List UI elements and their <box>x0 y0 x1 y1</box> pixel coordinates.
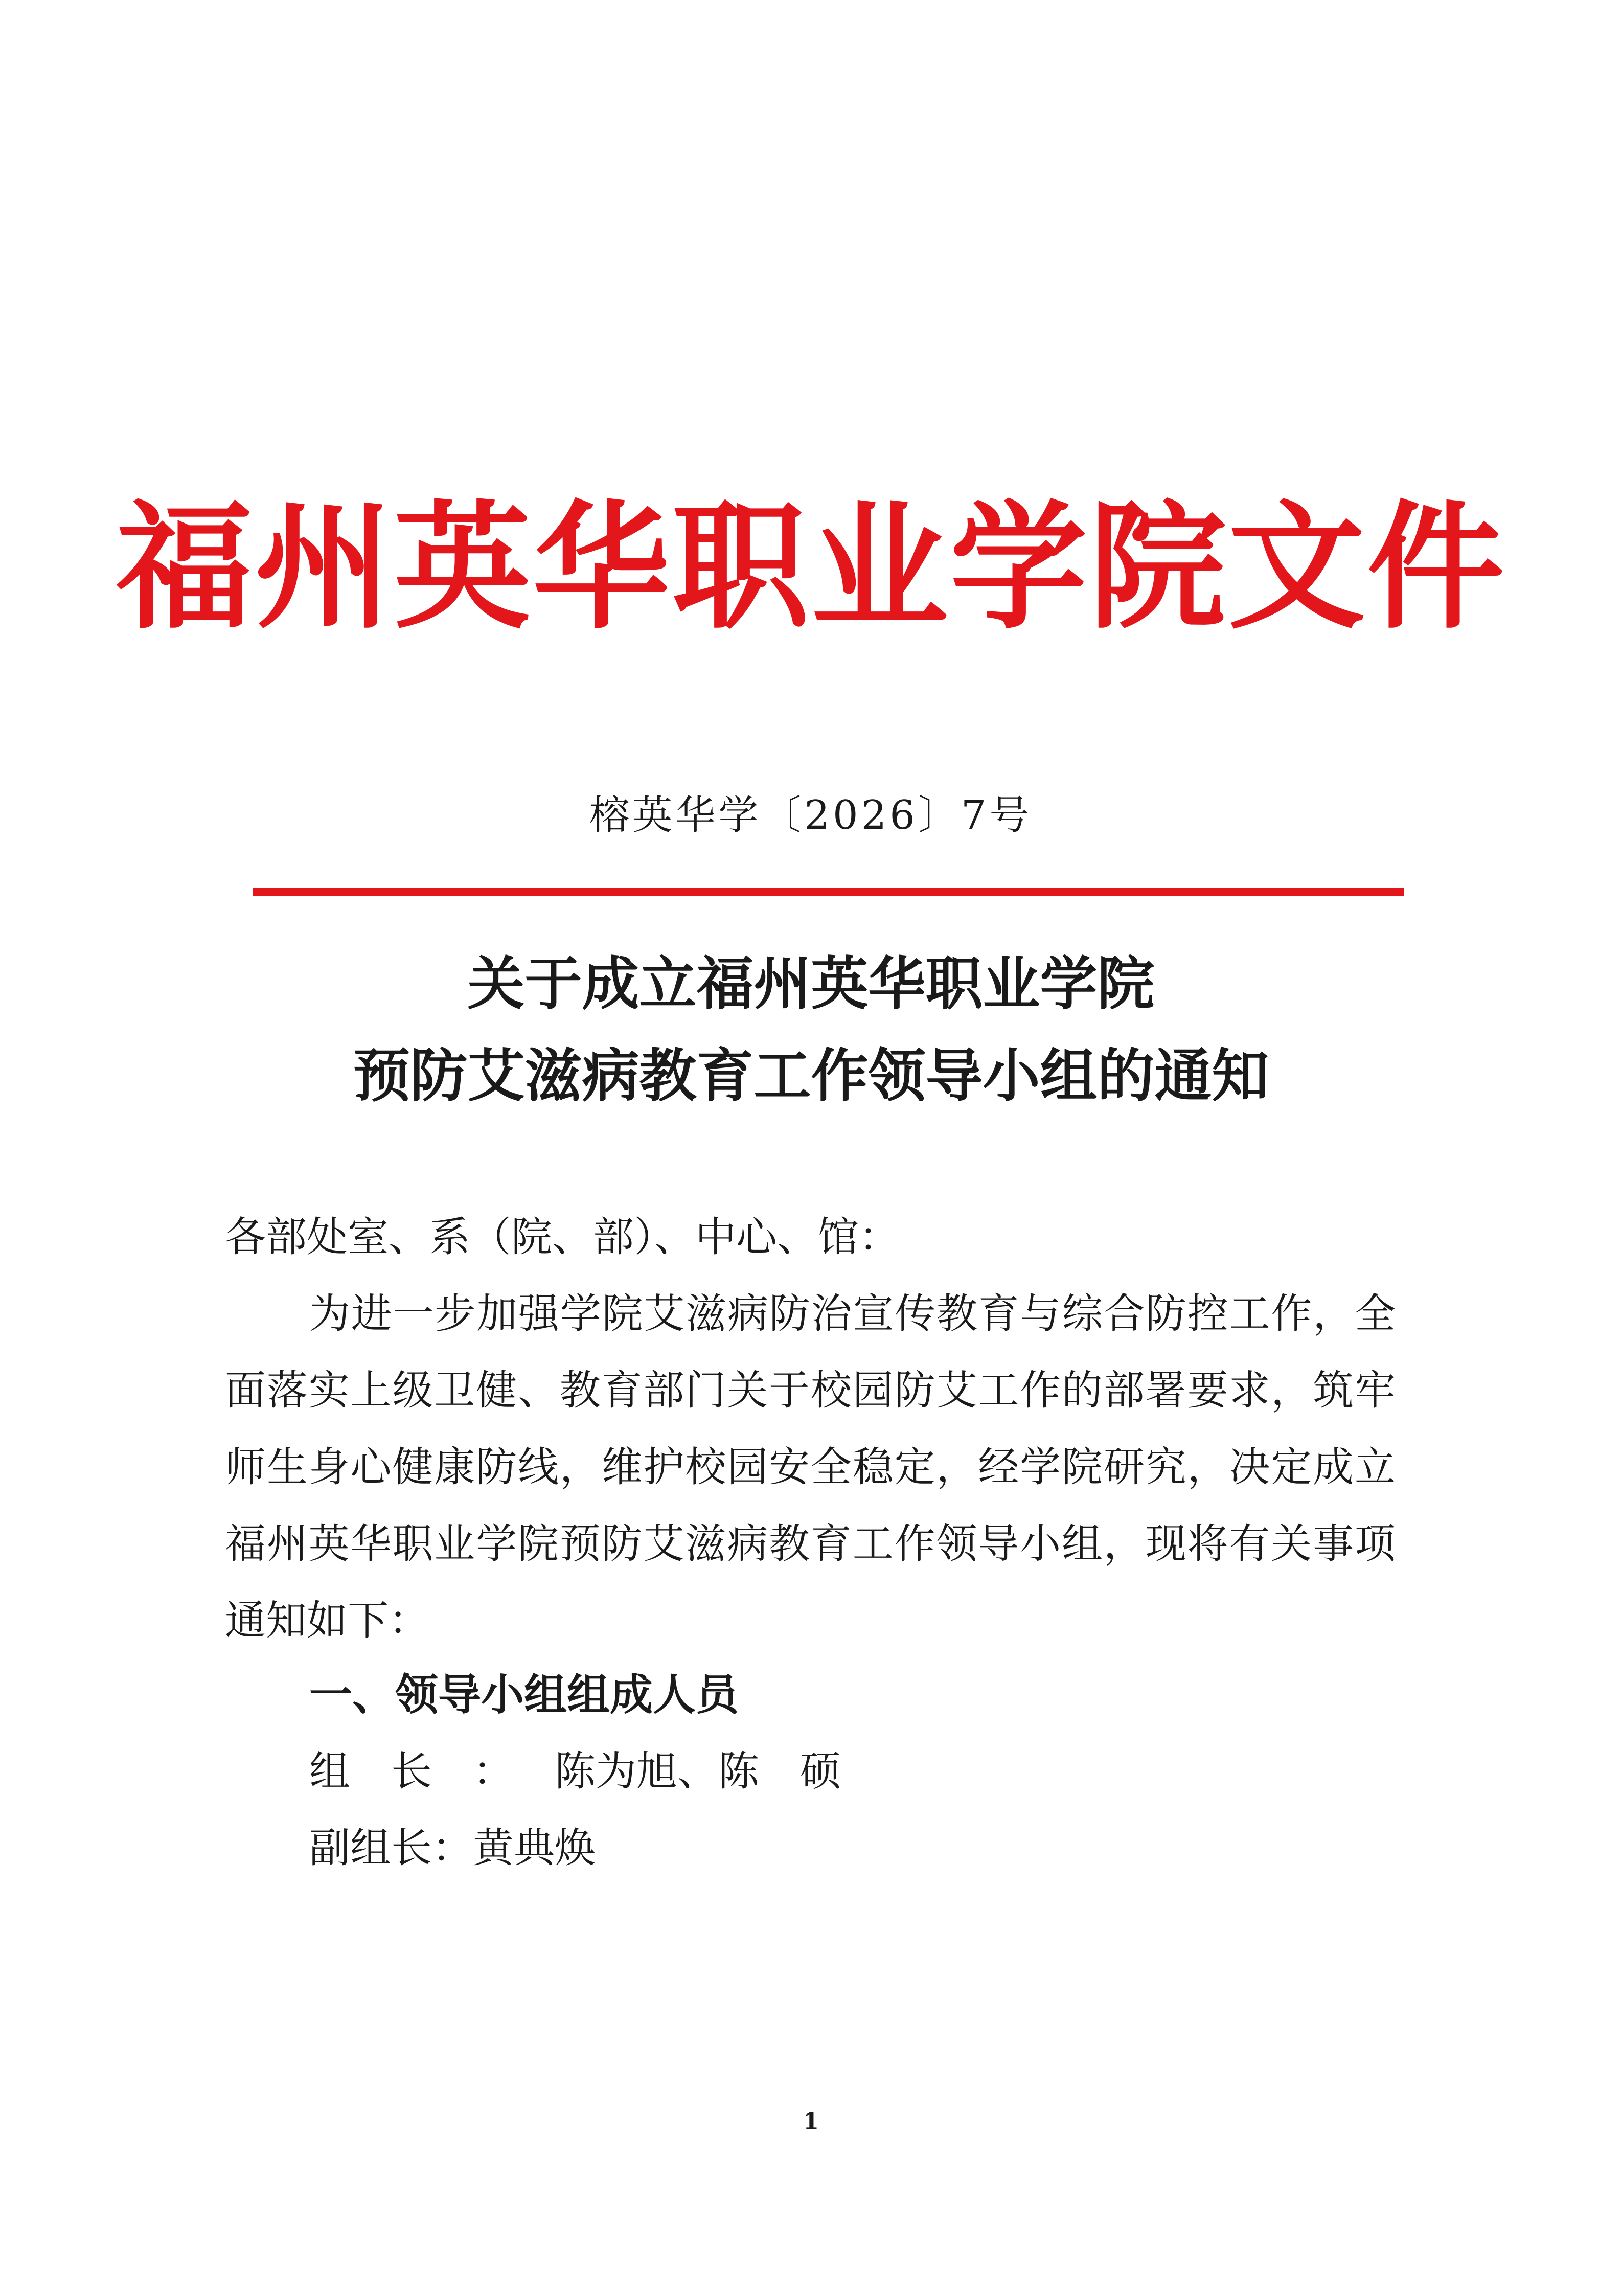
masthead-title: 福州英华职业学院文件 <box>116 487 1506 648</box>
body-line: 福州英华职业学院预防艾滋病教育工作领导小组，现将有关事项 <box>225 1520 1396 1567</box>
member-line-deputy <box>309 1817 596 1879</box>
member-label: 组长： <box>309 1747 555 1795</box>
body-line: 师生身心健康防线，维护校园安全稳定，经学院研究，决定成立 <box>225 1443 1396 1491</box>
member-names: 陈为旭、陈 硕 <box>555 1747 841 1795</box>
notice-title-line-2: 预防艾滋病教育工作领导小组的通知 <box>353 1042 1269 1109</box>
page-number: 1 <box>803 2108 819 2134</box>
red-divider-line <box>253 888 1404 896</box>
member-label: 副组长： <box>309 1824 473 1872</box>
body-line: 为进一步加强学院艾滋病防治宣传教育与综合防控工作，全 <box>309 1290 1396 1337</box>
notice-title-line-1: 关于成立福州英华职业学院 <box>467 950 1155 1017</box>
member-line-leader <box>309 1741 841 1802</box>
section-heading: 一、领导小组组成人员 <box>309 1670 739 1720</box>
document-number: 榕英华学〔2026〕7号 <box>589 792 1033 838</box>
member-names: 黄典焕 <box>473 1824 596 1872</box>
body-line: 通知如下： <box>225 1597 429 1644</box>
salutation: 各部处室、系（院、部）、中心、馆： <box>225 1213 900 1261</box>
body-line: 面落实上级卫健、教育部门关于校园防艾工作的部署要求，筑牢 <box>225 1367 1396 1414</box>
